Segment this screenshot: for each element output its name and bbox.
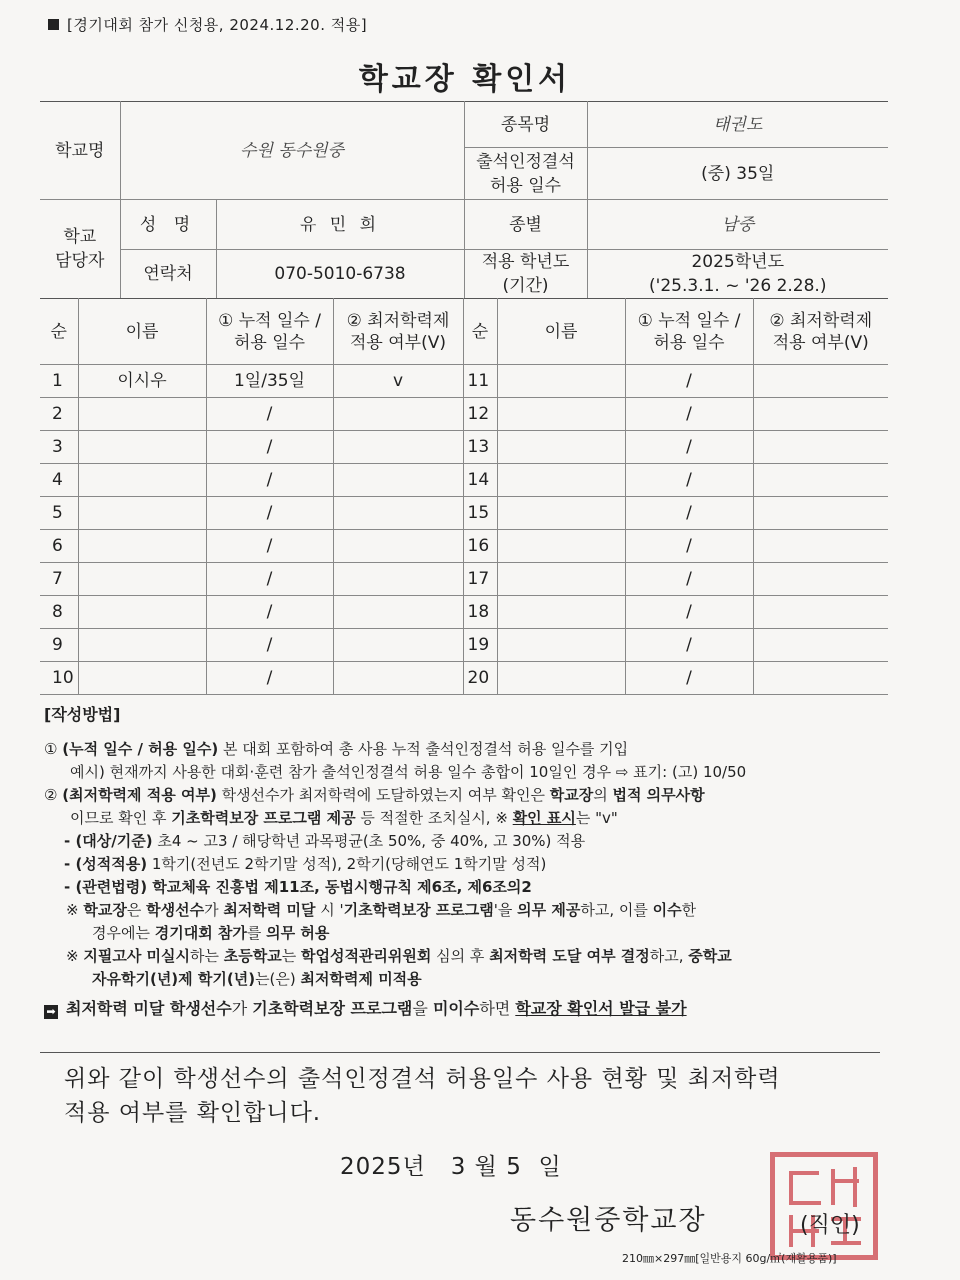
note-1-t4: '을 [493,901,518,919]
note-1-l2-t1: 경우에는 [92,924,155,942]
form-version-note [48,14,367,35]
student-name-cell [497,629,625,662]
seal-label: (직인) [800,1213,860,1238]
student-name-cell [78,530,206,563]
header-name: 이름 [78,299,206,365]
detail-target [44,830,889,853]
student-days-cell: / [206,431,333,464]
student-check-cell [333,530,463,563]
note-1-l2-t2: 를 [246,924,267,942]
student-name-cell [78,398,206,431]
note-1-b1: 학교장 [83,901,127,919]
allowed-days-label-line2: 허용 일수 [489,175,562,196]
student-no-cell: 11 [463,365,497,398]
table-row [40,662,888,695]
note-2-t3: 심의 후 [431,947,490,965]
instruction-2-cont-text-3: 는 "v" [575,809,618,827]
student-check-cell [753,497,888,530]
student-check-cell [753,464,888,497]
student-athletes-table [40,298,888,695]
event-label: 종목명 [464,102,587,148]
detail-grades-text: 1학기(전년도 2학기말 성적), 2학기(당해연도 1학기말 성적) [147,855,547,873]
school-info-table [40,101,888,299]
header-days-line2: 허용 일수 [233,332,306,353]
student-no-cell: 12 [463,398,497,431]
note-2 [44,945,889,968]
student-no-cell: 2 [40,398,78,431]
note-2-line-2 [44,968,889,991]
student-name-cell [497,398,625,431]
manager-label-line2: 담당자 [55,251,105,271]
table-row [40,563,888,596]
student-name-cell [497,530,625,563]
table-row [40,596,888,629]
student-days-cell: / [206,629,333,662]
student-days-cell: / [206,662,333,695]
instruction-1-text: 본 대회 포함하여 총 사용 누적 출석인정결석 허용 일수를 기입 [218,740,629,758]
student-days-cell: / [206,596,333,629]
form-version-text: [경기대회 참가 신청용, 2024.12.20. 적용] [67,16,368,34]
student-check-cell [333,464,463,497]
date-month-unit: 월 [474,1154,498,1180]
final-notice-bu: 학교장 확인서 발급 불가 [515,999,687,1018]
student-days-cell: / [206,398,333,431]
student-name-cell [497,497,625,530]
allowed-days-label [464,148,587,200]
instruction-2-program: 기초학력보장 프로그램 제공 [171,809,356,827]
note-1-b5: 의무 제공 [517,901,581,919]
student-days-cell: / [625,431,753,464]
table-row [40,365,888,398]
header-name-2: 이름 [497,299,625,365]
document-title: 학교장 확인서 [358,62,572,97]
school-name-label: 학교명 [40,102,120,200]
student-no-cell: 10 [40,662,78,695]
student-days-cell: 1일/35일 [206,365,333,398]
student-days-cell: / [625,497,753,530]
note-1-t1: 은 [126,901,147,919]
section-divider [40,1052,880,1053]
contact-value: 070-5010-6738 [216,250,464,299]
student-check-cell [333,398,463,431]
confirmation-statement [64,1062,884,1130]
student-no-cell: 15 [463,497,497,530]
student-check-cell [753,431,888,464]
note-2-b1: 지필고사 미실시 [83,947,190,965]
note-1-line-2 [44,922,889,945]
student-no-cell: 9 [40,629,78,662]
header-check-2-line2: 적용 여부(V) [772,332,869,353]
student-check-cell [333,629,463,662]
student-check-cell [333,662,463,695]
student-days-cell: / [625,629,753,662]
note-2-l2-t1: 는(은) [255,970,301,988]
student-no-cell: 13 [463,431,497,464]
instruction-2-legal-duty: 법적 의무사항 [612,786,705,804]
student-check-cell [753,563,888,596]
student-name-cell [497,563,625,596]
student-name-cell [497,431,625,464]
date-day: 5 [506,1154,522,1180]
instruction-1-number: ① [44,740,58,758]
student-check-cell [333,563,463,596]
student-name-cell [78,464,206,497]
issue-date [340,1148,562,1181]
contact-label: 연락처 [120,250,216,299]
allowed-days-label-line1: 출석인정결석 [476,151,575,172]
instruction-2-mark: 확인 표시 [512,809,576,827]
instruction-1-example: 예시) 현재까지 사용한 대회·훈련 참가 출석인정결석 허용 일수 총합이 10일인 경우 ⇨ 표기: (고) 10/50 [70,763,747,781]
student-days-cell: / [625,365,753,398]
student-days-cell: / [206,563,333,596]
instructions-section [44,703,889,1020]
manager-label-line1: 학교 [63,227,97,247]
principal-signature: 동수원중학교장 [510,1205,707,1236]
final-notice [44,997,889,1020]
final-notice-t1: 가 [231,999,253,1018]
date-year: 2025 [340,1154,403,1180]
student-days-cell: / [206,497,333,530]
note-1-t2: 가 [204,901,224,919]
table-header-row [40,299,888,365]
table-row [40,530,888,563]
student-no-cell: 1 [40,365,78,398]
note-1-t3: 시 ' [315,901,344,919]
student-name-cell [78,662,206,695]
gender-label: 종별 [464,200,587,250]
table-row [40,431,888,464]
header-check [333,299,463,365]
instruction-2-title: (최저학력제 적용 여부) [62,786,217,804]
student-no-cell: 19 [463,629,497,662]
student-no-cell: 4 [40,464,78,497]
student-check-cell [333,596,463,629]
student-check-cell [753,398,888,431]
note-2-b4: 최저학력 도달 여부 결정 [489,947,650,965]
note-1-mark: ※ [66,901,84,919]
student-check-cell [333,497,463,530]
note-2-b3: 학업성적관리위원회 [300,947,432,965]
detail-grades [44,853,889,876]
student-no-cell: 20 [463,662,497,695]
instructions-heading: [작성방법] [44,705,121,724]
instruction-2-number: ② [44,786,58,804]
student-check-cell [753,530,888,563]
school-year-label [464,250,587,299]
date-month: 3 [450,1154,467,1180]
note-1-b6: 이수 [652,901,682,919]
header-check-line2: 적용 여부(V) [350,332,446,353]
school-year-label-line1: 적용 학년도 [481,252,570,272]
student-name-cell [78,629,206,662]
instruction-2-cont-text: 이므로 확인 후 [70,809,172,827]
instruction-2-text: 학생선수가 최저학력에 도달하였는지 여부 확인은 [216,786,550,804]
student-check-cell [753,365,888,398]
instruction-2-continued [44,807,889,830]
student-name-cell [497,662,625,695]
student-days-cell: / [625,662,753,695]
school-year-label-line2: (기간) [502,276,549,296]
student-days-cell: / [625,464,753,497]
student-days-cell: / [625,596,753,629]
student-days-cell: / [206,464,333,497]
instruction-1-title: (누적 일수 / 허용 일수) [62,740,219,758]
student-no-cell: 8 [40,596,78,629]
student-no-cell: 5 [40,497,78,530]
manager-name-value: 유 민 희 [216,200,464,250]
header-check-2-line1: ② 최저학력제 [769,310,873,331]
table-row [40,629,888,662]
instruction-1 [44,738,889,761]
note-2-b5: 중학교 [688,947,732,965]
school-manager-label [40,200,120,299]
note-1-b3: 최저학력 미달 [223,901,316,919]
final-notice-t3: 하면 [479,999,516,1018]
student-no-cell: 18 [463,596,497,629]
note-2-l2-b2: 최저학력제 미적용 [300,970,422,988]
note-2-t2: 는 [281,947,301,965]
student-check-cell [753,662,888,695]
final-notice-b2: 기초학력보장 프로그램 [252,999,413,1018]
table-row [40,464,888,497]
paper-spec-footer: 210㎜×297㎜[일반용지 60g/㎡(재활용품)] [622,1252,837,1265]
student-no-cell: 17 [463,563,497,596]
manager-name-label: 성 명 [120,200,216,250]
allowed-days-value: (중) 35일 [587,148,888,200]
student-no-cell: 14 [463,464,497,497]
detail-laws: - (관련법령) 학교체육 진흥법 제11조, 동법시행규칙 제6조, 제6조의2 [64,878,532,896]
student-days-cell: / [625,563,753,596]
student-name-cell [497,365,625,398]
school-name-value: 수원 동수원중 [120,102,464,200]
arrow-box-icon: ➡ [44,1005,58,1019]
date-day-unit: 일 [538,1154,562,1180]
student-days-cell: / [625,398,753,431]
note-1-t6: 한 [681,901,697,919]
square-bullet-icon [48,19,59,30]
final-notice-b3: 미이수 [432,999,480,1018]
note-2-t4: 하고, [649,947,689,965]
student-no-cell: 6 [40,530,78,563]
header-check-2 [753,299,888,365]
student-check-cell [753,596,888,629]
header-no: 순 [40,299,78,365]
student-name-cell [497,464,625,497]
confirmation-line-2: 적용 여부를 확인합니다. [64,1100,322,1126]
school-year-value [587,250,888,299]
student-check-cell: v [333,365,463,398]
note-2-mark: ※ [66,947,84,965]
header-days-line1: ① 누적 일수 / [218,310,321,331]
confirmation-line-1: 위와 같이 학생선수의 출석인정결석 허용일수 사용 현황 및 최저학력 [64,1066,781,1092]
student-name-cell [78,596,206,629]
header-days [206,299,333,365]
final-notice-b1: 최저학력 미달 학생선수 [66,999,232,1018]
student-no-cell: 16 [463,530,497,563]
note-2-t1: 하는 [190,947,224,965]
note-2-b2: 초등학교 [223,947,282,965]
student-days-cell: / [206,530,333,563]
header-no-2: 순 [463,299,497,365]
student-name-cell [78,497,206,530]
note-1 [44,899,889,922]
student-no-cell: 3 [40,431,78,464]
gender-value: 남중 [587,200,888,250]
school-year-period: ('25.3.1. ~ '26 2.28.) [649,276,827,296]
note-2-l2-b1: 자유학기(년)제 학기(년) [92,970,256,988]
student-check-cell [333,431,463,464]
student-name-cell [78,563,206,596]
official-seal-stamp [770,1152,878,1260]
instruction-2-text-2: 의 [593,786,613,804]
note-1-t5: 하고, 이를 [580,901,653,919]
table-row [40,398,888,431]
date-year-unit: 년 [402,1154,426,1180]
student-name-cell [78,431,206,464]
note-1-b4: 기초학력보장 프로그램 [343,901,494,919]
instruction-2 [44,784,889,807]
detail-target-title: - (대상/기준) [64,832,153,850]
header-days-2 [625,299,753,365]
school-year-value-line1: 2025학년도 [691,252,785,272]
note-1-b2: 학생선수 [146,901,205,919]
header-days-2-line1: ① 누적 일수 / [637,310,741,331]
table-row [40,497,888,530]
final-notice-t2: 을 [412,999,433,1018]
instruction-2-cont-text-2: 등 적절한 조치실시, ※ [355,809,513,827]
event-value: 태권도 [587,102,888,148]
note-1-l2-b2: 의무 허용 [266,924,330,942]
detail-grades-title: - (성적적용) [64,855,148,873]
note-1-l2-b1: 경기대회 참가 [154,924,247,942]
instruction-2-principal: 학교장 [549,786,594,804]
student-days-cell: / [625,530,753,563]
student-name-cell: 이시우 [78,365,206,398]
student-check-cell [753,629,888,662]
student-no-cell: 7 [40,563,78,596]
student-name-cell [497,596,625,629]
detail-target-text: 초4 ~ 고3 / 해당학년 과목평균(초 50%, 중 40%, 고 30%) 적용 [152,832,586,850]
header-days-2-line2: 허용 일수 [653,332,725,353]
header-check-line1: ② 최저학력제 [346,310,450,331]
